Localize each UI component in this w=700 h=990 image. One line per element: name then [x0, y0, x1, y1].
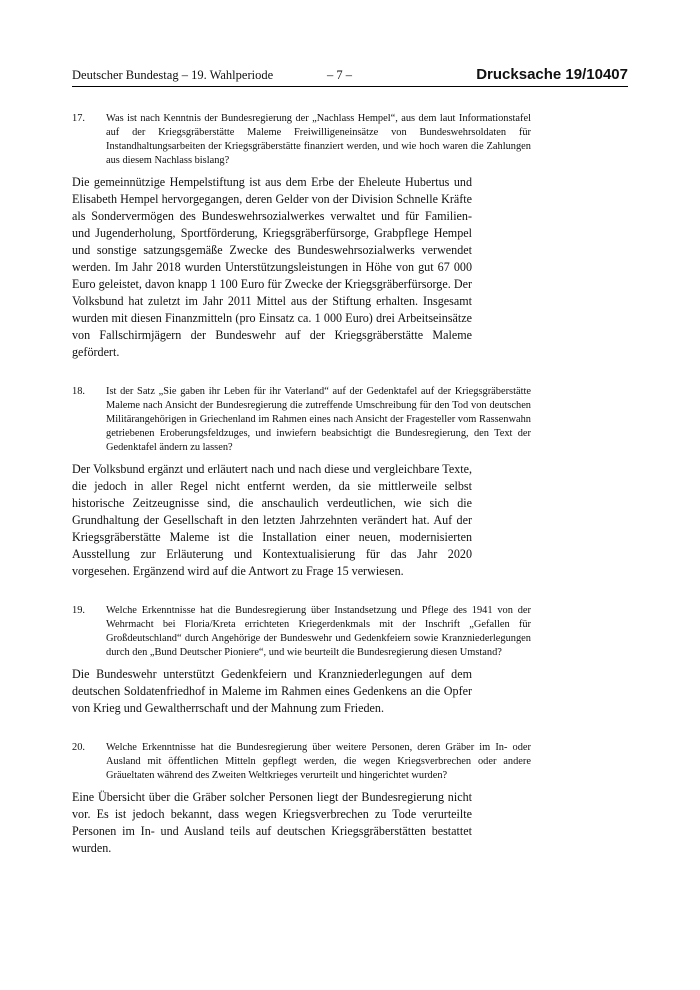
question-text: Welche Erkenntnisse hat die Bundesregierung über weitere Personen, deren Gräber im In- oder Ausland mit öffentlichen Mitteln gepflegt werden, die wegen Kriegsverbrechen oder andere Gräueltaten während des Zweiten Weltkrieges verurteilt und hingerichtet wurden? — [106, 742, 531, 781]
document-body — [72, 112, 628, 857]
question-number: 18. — [72, 386, 85, 397]
question-text: Was ist nach Kenntnis der Bundesregierung der „Nachlass Hempel“, aus dem laut Informationstafel auf der Kriegsgräberstätte Maleme Freiwilligeneinsätze von Bundeswehrsoldaten für Instandhaltungsarbeiten der Kriegsgräberstätte finanziert werden, und wie hoch waren die Zahlungen aus diesem Nachlass bislang? — [106, 113, 531, 166]
answer-text: Eine Übersicht über die Gräber solcher Personen liegt der Bundesregierung nicht vor. Es ist jedoch bekannt, dass wegen Kriegsverbrechen zu Tode verurteilte Personen im In- und Ausland teils auf deutschen Kriegsgräberstätten bestattet wurden. — [72, 790, 472, 855]
question — [72, 385, 531, 455]
qa-item — [72, 112, 628, 361]
qa-item — [72, 385, 628, 580]
qa-item — [72, 741, 628, 857]
document-number — [476, 66, 628, 83]
document-number-prefix: Drucksache 19/ — [476, 66, 587, 83]
question-text: Welche Erkenntnisse hat die Bundesregierung über Instandsetzung und Pflege des 1941 von der Wehrmacht bei Floria/Kreta errichteten Kriegerdenkmals mit der Inschrift „Gefallen für Großdeutschland“ durch Angehörige der Bundeswehr und Gedenkfeiern sowie Kranzniederlegungen durch den „Bund Deutscher Pioniere“, und wie beurteilt die Bundesregierung diesen Umstand? — [106, 605, 531, 658]
question-number: 19. — [72, 605, 85, 616]
question-text: Ist der Satz „Sie gaben ihr Leben für ihr Vaterland“ auf der Gedenktafel auf der Kriegsgräberstätte Maleme nach Ansicht der Bundesregierung die zutreffende Umschreibung für den Tod von deutschen Militärangehörigen in Griechenland im Rahmen eines nach Ansicht der Fragesteller vom Rassenwahn getriebenen Eroberungsfeldzuges, und inwiefern beabsichtigt die Bundesregierung, den Text der Gedenktafel ändern zu lassen? — [106, 386, 531, 453]
header-parliament: Deutscher Bundestag – 19. Wahlperiode — [72, 68, 274, 82]
page-number: – 7 – — [327, 68, 352, 82]
question-number: 20. — [72, 742, 85, 753]
answer-text: Die Bundeswehr unterstützt Gedenkfeiern und Kranzniederlegungen auf dem deutschen Soldatenfriedhof in Maleme im Rahmen eines Gedenkens an die Opfer von Krieg und Gewaltherrschaft und der Mahnung zum Frieden. — [72, 667, 472, 715]
question — [72, 741, 531, 783]
question — [72, 604, 531, 660]
qa-item — [72, 604, 628, 717]
document-number-value: 10407 — [586, 66, 628, 83]
page-header — [72, 66, 628, 86]
question-number: 17. — [72, 113, 85, 124]
answer-text: Die gemeinnützige Hempelstiftung ist aus dem Erbe der Eheleute Hubertus und Elisabeth Hempel hervorgegangen, deren Gelder von der Division Schnelle Kräfte als Sondervermögen des Bundeswehrsozialwerkes verwaltet und für Familien- und Jugenderholung, Sportförderung, Kriegsgräberfürsorge, Grabpflege Hempel und sonstige satzungsgemäße Zwecke des Bundeswehrsozialwerks verwendet werden. Im Jahr 2018 wurden Unterstützungsleistungen in Höhe von gut 67 000 Euro geleistet, davon knapp 1 100 Euro für Zwecke der Kriegsgräberfürsorge. Der Volksbund hat zuletzt im Jahr 2011 Mittel aus der Stiftung erhalten. Insgesamt wurden mit diesen Finanzmitteln (pro Einsatz ca. 1 000 Euro) drei Arbeitseinsätze von Fallschirmjägern der Bundeswehr auf der Kriegsgräberstätte Maleme gefördert. — [72, 175, 472, 359]
answer-text: Der Volksbund ergänzt und erläutert nach und nach diese und vergleichbare Texte, die jedoch in aller Regel nicht entfernt werden, da sie mittlerweile selbst historische Zeitzeugnisse sind, die anschaulich verdeutlichen, wie sich die Grundhaltung der Gesellschaft in den letzten Jahrzehnten verändert hat. Auf der Kriegsgräberstätte Maleme ist die Installation einer neuen, modernisierten Ausstellung zur Erläuterung und Kontextualisierung für das Jahr 2020 vorgesehen. Ergänzend wird auf die Antwort zu Frage 15 verwiesen. — [72, 462, 472, 578]
header-rule — [72, 86, 628, 87]
question — [72, 112, 531, 168]
